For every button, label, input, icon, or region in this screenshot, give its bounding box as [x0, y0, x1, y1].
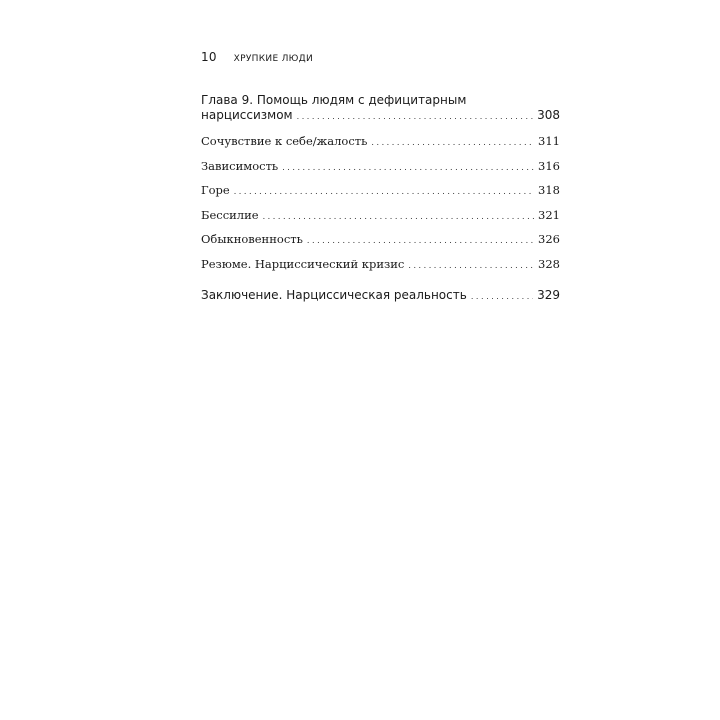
toc-entry-page: 326 — [538, 232, 560, 246]
toc-entry-ordinariness — [201, 228, 560, 253]
toc-entry-summary — [201, 253, 560, 278]
toc-entry-sympathy — [201, 130, 560, 155]
conclusion-page-number: 329 — [537, 288, 560, 302]
toc-entry-title: Обыкновенность — [201, 232, 303, 246]
dot-leader — [263, 204, 534, 229]
dot-leader — [282, 155, 534, 180]
toc-entry-title: Горе — [201, 183, 230, 197]
dot-leader — [408, 253, 534, 278]
toc-entry-dependence — [201, 155, 560, 180]
toc-entry-title: Зависимость — [201, 158, 279, 173]
chapter-page-number: 308 — [537, 108, 560, 122]
dot-leader — [234, 179, 534, 204]
dot-leader — [307, 228, 534, 253]
chapter-title-line-2: нарциссизмом — [201, 108, 293, 122]
page-number: 10 — [201, 50, 217, 64]
book-title: ХРУПКИЕ ЛЮДИ — [233, 54, 314, 64]
toc-entry-grief — [201, 179, 560, 204]
toc-chapter-9 — [201, 93, 560, 124]
toc-entry-page: 311 — [538, 134, 560, 148]
chapter-title-row — [201, 108, 560, 124]
toc-entry-page: 321 — [538, 207, 560, 222]
dot-leader — [471, 288, 533, 304]
toc-entry-page: 328 — [538, 256, 560, 271]
toc-entry-page: 318 — [538, 183, 560, 197]
toc-entry-title: Резюме. Нарциссический кризис — [201, 256, 405, 271]
chapter-title-line-1: Глава 9. Помощь людям с дефицитарным — [201, 93, 467, 107]
toc-entry-page: 316 — [538, 158, 560, 173]
conclusion-title: Заключение. Нарциссическая реальность — [201, 288, 467, 302]
running-head — [201, 50, 313, 68]
toc-conclusion — [201, 288, 560, 304]
toc-entry-powerlessness — [201, 204, 560, 229]
table-of-contents — [201, 93, 560, 304]
toc-sections — [201, 130, 560, 277]
dot-leader — [297, 108, 533, 124]
toc-entry-title: Сочувствие к себе/жалость — [201, 134, 368, 148]
dot-leader — [371, 130, 534, 155]
toc-entry-title: Бессилие — [201, 207, 259, 222]
